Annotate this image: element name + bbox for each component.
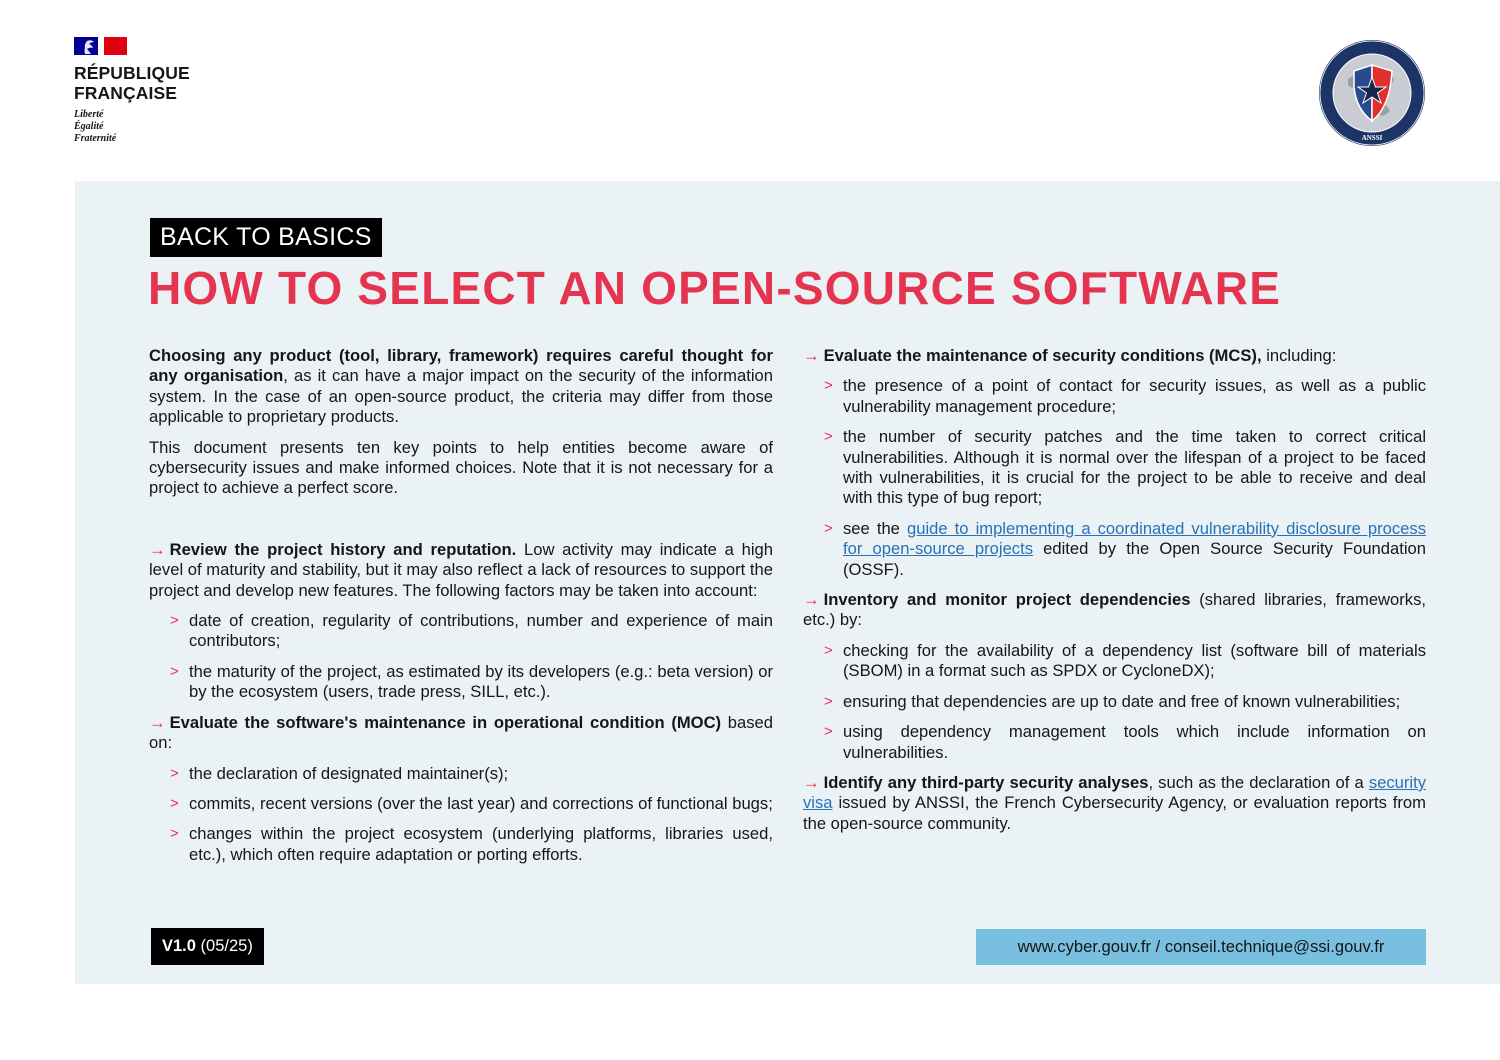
list-item-text: see the bbox=[843, 518, 907, 538]
list-item: > ensuring that dependencies are up to date and free of known vulnerabilities; bbox=[803, 692, 1426, 712]
contact-bar[interactable]: www.cyber.gouv.fr / conseil.technique@ssi.gouv.fr bbox=[976, 929, 1426, 965]
ossf-guide-link[interactable]: guide to implementing a coordinated vulnerability disclosure process for open-source projects bbox=[843, 518, 1427, 559]
dependencies-list bbox=[803, 641, 1426, 763]
list-item: > checking for the availability of a dependency list (software bill of materials (SBOM) in a format such as SPDX or CycloneDX); bbox=[803, 641, 1426, 682]
list-item: > commits, recent versions (over the last year) and corrections of functional bugs; bbox=[149, 794, 773, 814]
list-item-text: edited by the Open Source Security Foundation (OSSF). bbox=[843, 539, 1426, 579]
intro-rest: , as it can have a major impact on the security of the information system. In the case of an open-source product, the criteria may differ from those applicable to proprietary products. bbox=[149, 366, 773, 427]
republique-name-line1: RÉPUBLIQUE bbox=[74, 63, 190, 83]
intro-paragraph-1 bbox=[149, 346, 773, 428]
section-text: (shared libraries, frameworks, etc.) by: bbox=[803, 590, 1426, 630]
intro-paragraph-2: This document presents ten key points to help entities become aware of cybersecurity issues and make informed choices. Note that it is not necessary for a project to achieve a perfect score. bbox=[149, 437, 773, 498]
list-item: > the declaration of designated maintainer(s); bbox=[149, 764, 773, 784]
section-history bbox=[149, 540, 773, 601]
list-item: > the maturity of the project, as estimated by its developers (e.g.: beta version) or by the ecosystem (users, trade press, SILL, etc.). bbox=[149, 662, 773, 703]
list-item bbox=[803, 519, 1426, 580]
moc-list bbox=[149, 764, 773, 866]
section-heading: Evaluate the software's maintenance in operational condition (MOC) bbox=[169, 712, 722, 732]
anssi-seal-icon bbox=[1318, 39, 1426, 147]
list-item: > the number of security patches and the time taken to correct critical vulnerabilities. Although it is normal over the lifespan of a project to be faced with vulnerabilities, it is crucial for the project to be able to receive and deal with this type of bug report; bbox=[803, 427, 1426, 509]
republique-motto bbox=[74, 109, 214, 145]
list-item: > date of creation, regularity of contributions, number and experience of main contributors; bbox=[149, 611, 773, 652]
section-mcs bbox=[803, 346, 1426, 366]
list-item: > the presence of a point of contact for security issues, as well as a public vulnerability management procedure; bbox=[803, 376, 1426, 417]
list-item: > using dependency management tools which include information on vulnerabilities. bbox=[803, 722, 1426, 763]
arrow-right-icon: → bbox=[149, 539, 166, 559]
section-heading: Inventory and monitor project dependencies bbox=[823, 590, 1191, 610]
arrow-right-icon: → bbox=[803, 346, 820, 365]
section-heading: Review the project history and reputation. bbox=[169, 539, 517, 559]
section-dependencies bbox=[803, 590, 1426, 631]
arrow-right-icon: → bbox=[149, 712, 166, 732]
section-text: issued by ANSSI, the French Cybersecurity Agency, or evaluation reports from the open-source community. bbox=[803, 793, 1426, 833]
motto-liberte: Liberté bbox=[74, 109, 104, 120]
arrow-right-icon: → bbox=[803, 590, 820, 610]
anssi-logo bbox=[1318, 39, 1426, 147]
motto-fraternite: Fraternité bbox=[74, 133, 117, 144]
version-date: (05/25) bbox=[195, 937, 253, 955]
version-number: V1.0 bbox=[162, 937, 196, 955]
section-third-party bbox=[803, 773, 1426, 834]
republique-name-line2: FRANÇAISE bbox=[74, 83, 177, 103]
section-text: , such as the declaration of a bbox=[1148, 772, 1369, 792]
section-heading: Evaluate the maintenance of security conditions (MCS), bbox=[823, 346, 1262, 365]
list-item: > changes within the project ecosystem (underlying platforms, libraries used, etc.), which often require adaptation or porting efforts. bbox=[149, 824, 773, 865]
section-text: Low activity may indicate a high level of maturity and stability, but it may also reflect a lack of resources to support the project and develop new features. The following factors may be taken into account: bbox=[149, 539, 773, 600]
page-title: HOW TO SELECT AN OPEN-SOURCE SOFTWARE bbox=[148, 262, 1282, 314]
section-text: including: bbox=[1261, 346, 1337, 365]
right-column bbox=[803, 346, 1426, 844]
security-visa-link[interactable]: security visa bbox=[803, 772, 1426, 813]
anssi-acronym: ANSSI bbox=[1361, 134, 1383, 142]
section-heading: Identify any third-party security analyses bbox=[823, 772, 1149, 792]
left-column bbox=[149, 346, 773, 875]
marianne-flag-icon bbox=[74, 37, 127, 55]
section-moc bbox=[149, 713, 773, 754]
section-text: based on: bbox=[149, 712, 774, 753]
republique-francaise-logo bbox=[74, 37, 214, 145]
mcs-list bbox=[803, 376, 1426, 580]
history-list bbox=[149, 611, 773, 703]
version-badge bbox=[151, 928, 264, 965]
intro-bold: Choosing any product (tool, library, framework) requires careful thought for any organisation bbox=[149, 346, 773, 386]
motto-egalite: Égalité bbox=[74, 121, 104, 132]
back-to-basics-badge: BACK TO BASICS bbox=[150, 218, 382, 257]
arrow-right-icon: → bbox=[803, 772, 820, 792]
